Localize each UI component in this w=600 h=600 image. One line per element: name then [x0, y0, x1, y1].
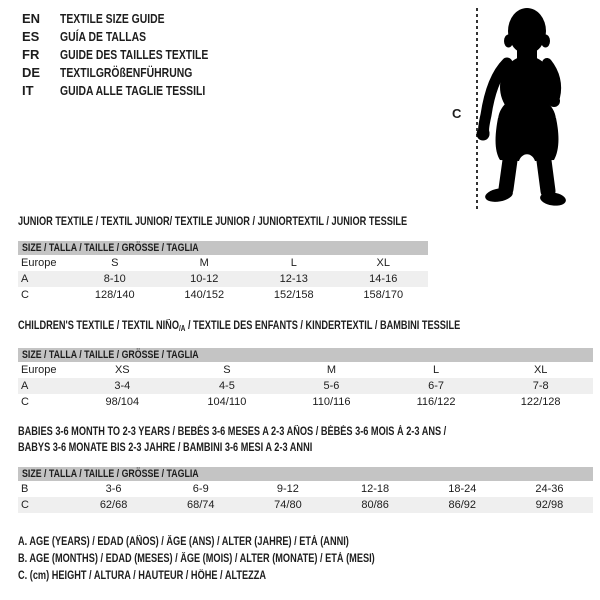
- size-header-bar: SIZE / TALLA / TAILLE / GRÖSSE / TAGLIA: [18, 467, 593, 481]
- language-title-block: [22, 9, 245, 99]
- language-code: DE: [22, 64, 41, 80]
- row-label: Europe: [21, 364, 57, 376]
- table-cell: 98/104: [105, 396, 140, 408]
- table-cell: 86/92: [448, 499, 477, 511]
- size-header-bar: SIZE / TALLA / TAILLE / GRÖSSE / TAGLIA: [18, 241, 428, 255]
- guide-title-fr: GUIDE DES TAILLES TEXTILE: [60, 46, 209, 62]
- table-row: [18, 378, 593, 394]
- table-cell: 18-24: [448, 483, 477, 495]
- table-cell: M: [199, 257, 209, 269]
- table-cell: 4-5: [218, 380, 235, 392]
- table-cell: 6-7: [428, 380, 445, 392]
- table-cell: 14-16: [369, 273, 398, 285]
- table-cell: 116/122: [416, 396, 456, 408]
- table-cell: L: [433, 364, 440, 376]
- guide-title-it: GUIDA ALLE TAGLIE TESSILI: [60, 82, 206, 98]
- table-cell: 80/86: [361, 499, 389, 511]
- table-cell: 12-13: [279, 273, 308, 285]
- table-row: [18, 271, 428, 287]
- table-cell: 152/158: [273, 289, 314, 301]
- table-cell: 122/128: [520, 396, 561, 408]
- table-cell: 3-6: [105, 483, 122, 495]
- footnote-a: A. AGE (YEARS) / EDAD (AÑOS) / ÂGE (ANS) / ALTER (JAHRE) / ETÀ (ANNI): [18, 536, 349, 548]
- table-cell: S: [111, 257, 119, 269]
- height-measure-label: C: [452, 106, 462, 121]
- table-cell: 110/116: [312, 396, 351, 408]
- children-section-title: CHILDREN'S TEXTILE / TEXTIL $NIÑO_{/A}$ / TEXTILE DES ENFANTS / KINDERTEXTIL / BAMBINI TESSILE: [18, 320, 461, 333]
- table-cell: 10-12: [190, 273, 219, 285]
- table-cell: 104/110: [207, 396, 247, 408]
- language-code: ES: [22, 28, 40, 44]
- language-row-de: [22, 63, 245, 81]
- language-row-it: [22, 81, 245, 99]
- junior-size-table: [18, 241, 428, 303]
- language-row-es: [22, 27, 245, 45]
- guide-title-en: TEXTILE SIZE GUIDE: [60, 10, 165, 26]
- table-cell: 12-18: [361, 483, 390, 495]
- language-row-fr: [22, 45, 245, 63]
- table-cell: L: [290, 257, 297, 269]
- table-cell: 62/68: [99, 499, 128, 511]
- table-row: [18, 287, 428, 303]
- table-cell: 140/152: [184, 289, 225, 301]
- toddler-silhouette-icon: [443, 3, 573, 213]
- table-cell: XL: [376, 257, 390, 269]
- table-row: [18, 497, 593, 513]
- table-cell: 6-9: [192, 483, 209, 495]
- table-cell: 74/80: [274, 499, 302, 511]
- guide-title-de: TEXTILGRÖßENFÜHRUNG: [60, 64, 193, 80]
- table-cell: 68/74: [186, 499, 215, 511]
- table-cell: 92/98: [535, 499, 564, 511]
- table-row: [18, 362, 593, 378]
- footnote-b: B. AGE (MONTHS) / EDAD (MESES) / ÂGE (MOIS) / ALTER (MONATE) / ETÀ (MESI): [18, 553, 375, 565]
- babies-section-title-line1: BABIES 3-6 MONTH TO 2-3 YEARS / BEBÉS 3-6 MESES A 2-3 AÑOS / BÉBÉS 3-6 MOIS À 2-3 ANS /: [18, 426, 447, 438]
- table-cell: 5-6: [323, 380, 340, 392]
- row-label: C: [21, 289, 29, 301]
- table-cell: 158/170: [363, 289, 404, 301]
- row-label: Europe: [21, 257, 57, 269]
- table-cell: XS: [114, 364, 130, 376]
- footnote-c: C. (cm) HEIGHT / ALTURA / HAUTEUR / HÖHE / ALTEZZA: [18, 570, 267, 582]
- table-cell: 9-12: [276, 483, 299, 495]
- language-code: EN: [22, 10, 41, 26]
- table-cell: M: [326, 364, 337, 376]
- guide-title-es: GUÍA DE TALLAS: [60, 28, 147, 44]
- table-cell: S: [223, 364, 231, 376]
- row-label: C: [21, 499, 29, 511]
- children-size-table: [18, 348, 593, 410]
- language-code: IT: [22, 82, 34, 98]
- table-row: [18, 481, 593, 497]
- table-cell: 128/140: [94, 289, 135, 301]
- table-cell: XL: [533, 364, 548, 376]
- babies-section-title-line2: BABYS 3-6 MONATE BIS 2-3 JAHRE / BAMBINI 3-6 MESI A 2-3 ANNI: [18, 442, 313, 454]
- junior-section-title: JUNIOR TEXTILE / TEXTIL JUNIOR/ TEXTILE JUNIOR / JUNIORTEXTIL / JUNIOR TESSILE: [18, 216, 408, 228]
- row-label: C: [21, 396, 29, 408]
- row-label: B: [21, 483, 29, 495]
- language-row-en: [22, 9, 245, 27]
- row-label: A: [21, 380, 29, 392]
- babies-size-table: [18, 467, 593, 513]
- table-row: [18, 394, 593, 410]
- table-cell: 3-4: [114, 380, 131, 392]
- language-code: FR: [22, 46, 40, 62]
- size-header-bar: SIZE / TALLA / TAILLE / GRÖSSE / TAGLIA: [18, 348, 593, 362]
- row-label: A: [21, 273, 29, 285]
- table-cell: 8-10: [103, 273, 126, 285]
- table-cell: 24-36: [535, 483, 564, 495]
- subscript-text: /A: [178, 324, 186, 333]
- table-row: [18, 255, 428, 271]
- table-cell: 7-8: [532, 380, 549, 392]
